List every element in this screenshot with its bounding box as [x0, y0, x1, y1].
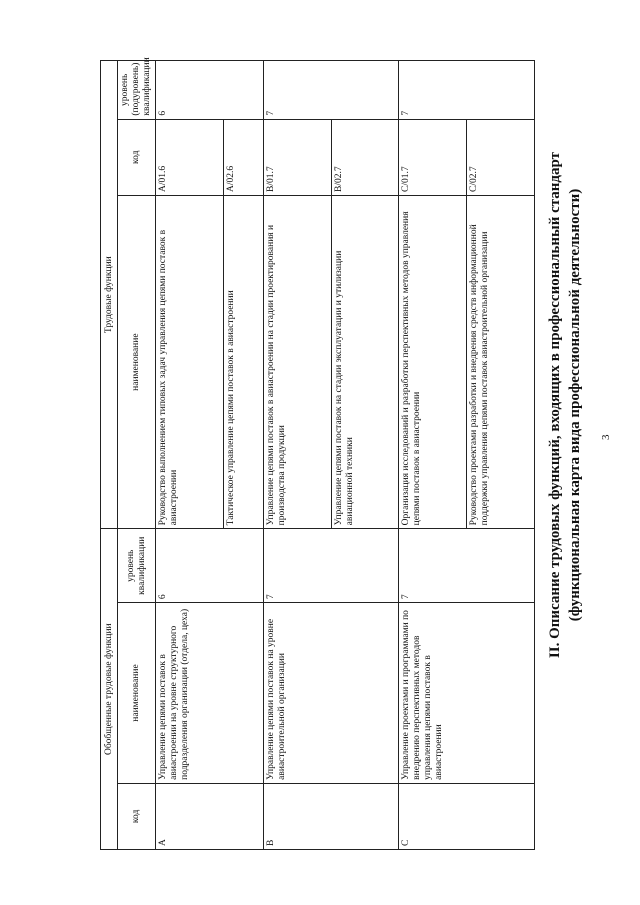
table-row [263, 61, 331, 850]
generalized-code: B [263, 783, 399, 849]
function-name: Управление цепями поставок в авиастроении на стадии проектирования и производства продукции [263, 195, 331, 528]
function-name: Организация исследований и разработки перспективных методов управления цепями поставок в авиастроении [399, 195, 467, 528]
generalized-code: A [156, 783, 264, 849]
functional-map-table [100, 57, 535, 850]
table-row [156, 61, 224, 850]
generalized-name: Управление цепями поставок на уровне авиастроительной организации [263, 603, 399, 784]
function-level: 7 [263, 61, 399, 120]
code-header: код [118, 783, 156, 849]
section-title [545, 95, 585, 715]
function-name: Руководство выполнением типовых задач управления цепями поставок в авиастроении [156, 195, 224, 528]
function-name: Тактическое управление цепями поставок в авиастроении [223, 195, 263, 528]
generalized-name: Управление проектами и программами по внедрению перспективных методов управления цепями поставок в авиастроении [399, 603, 535, 784]
generalized-name: Управление цепями поставок в авиастроении на уровне структурного подразделения организации (отдела, цеха) [156, 603, 264, 784]
function-code: B/02.7 [331, 119, 399, 195]
function-name-header: наименование [118, 195, 156, 528]
function-name: Управление цепями поставок на стадии эксплуатации и утилизации авиационной техники [331, 195, 399, 528]
function-name: Руководство проектами разработки и внедрения средств информационной поддержки управления цепями поставок авиастроительной организации [467, 195, 535, 528]
function-level-header: уровень (подуровень) квалификации [118, 61, 156, 120]
function-code: A/01.6 [156, 119, 224, 195]
function-code: B/01.7 [263, 119, 331, 195]
function-code: A/02.6 [223, 119, 263, 195]
function-level: 6 [156, 61, 264, 120]
function-code-header: код [118, 119, 156, 195]
name-header: наименование [118, 603, 156, 784]
function-code: C/02.7 [467, 119, 535, 195]
labor-functions-header: Трудовые функции [101, 61, 118, 529]
generalized-level: 7 [399, 529, 535, 603]
page-number: 3 [600, 434, 612, 440]
generalized-level: 7 [263, 529, 399, 603]
table-row [399, 61, 467, 850]
title-line-2: (функциональная карта вида профессиональной деятельности) [567, 188, 583, 622]
generalized-functions-header: Обобщенные трудовые функции [101, 529, 118, 850]
level-header: уровень квалификации [118, 529, 156, 603]
title-line-1: II. Описание трудовых функций, входящих в профессиональный стандарт [547, 151, 563, 659]
generalized-level: 6 [156, 529, 264, 603]
generalized-code: C [399, 783, 535, 849]
function-code: C/01.7 [399, 119, 467, 195]
function-level: 7 [399, 61, 535, 120]
